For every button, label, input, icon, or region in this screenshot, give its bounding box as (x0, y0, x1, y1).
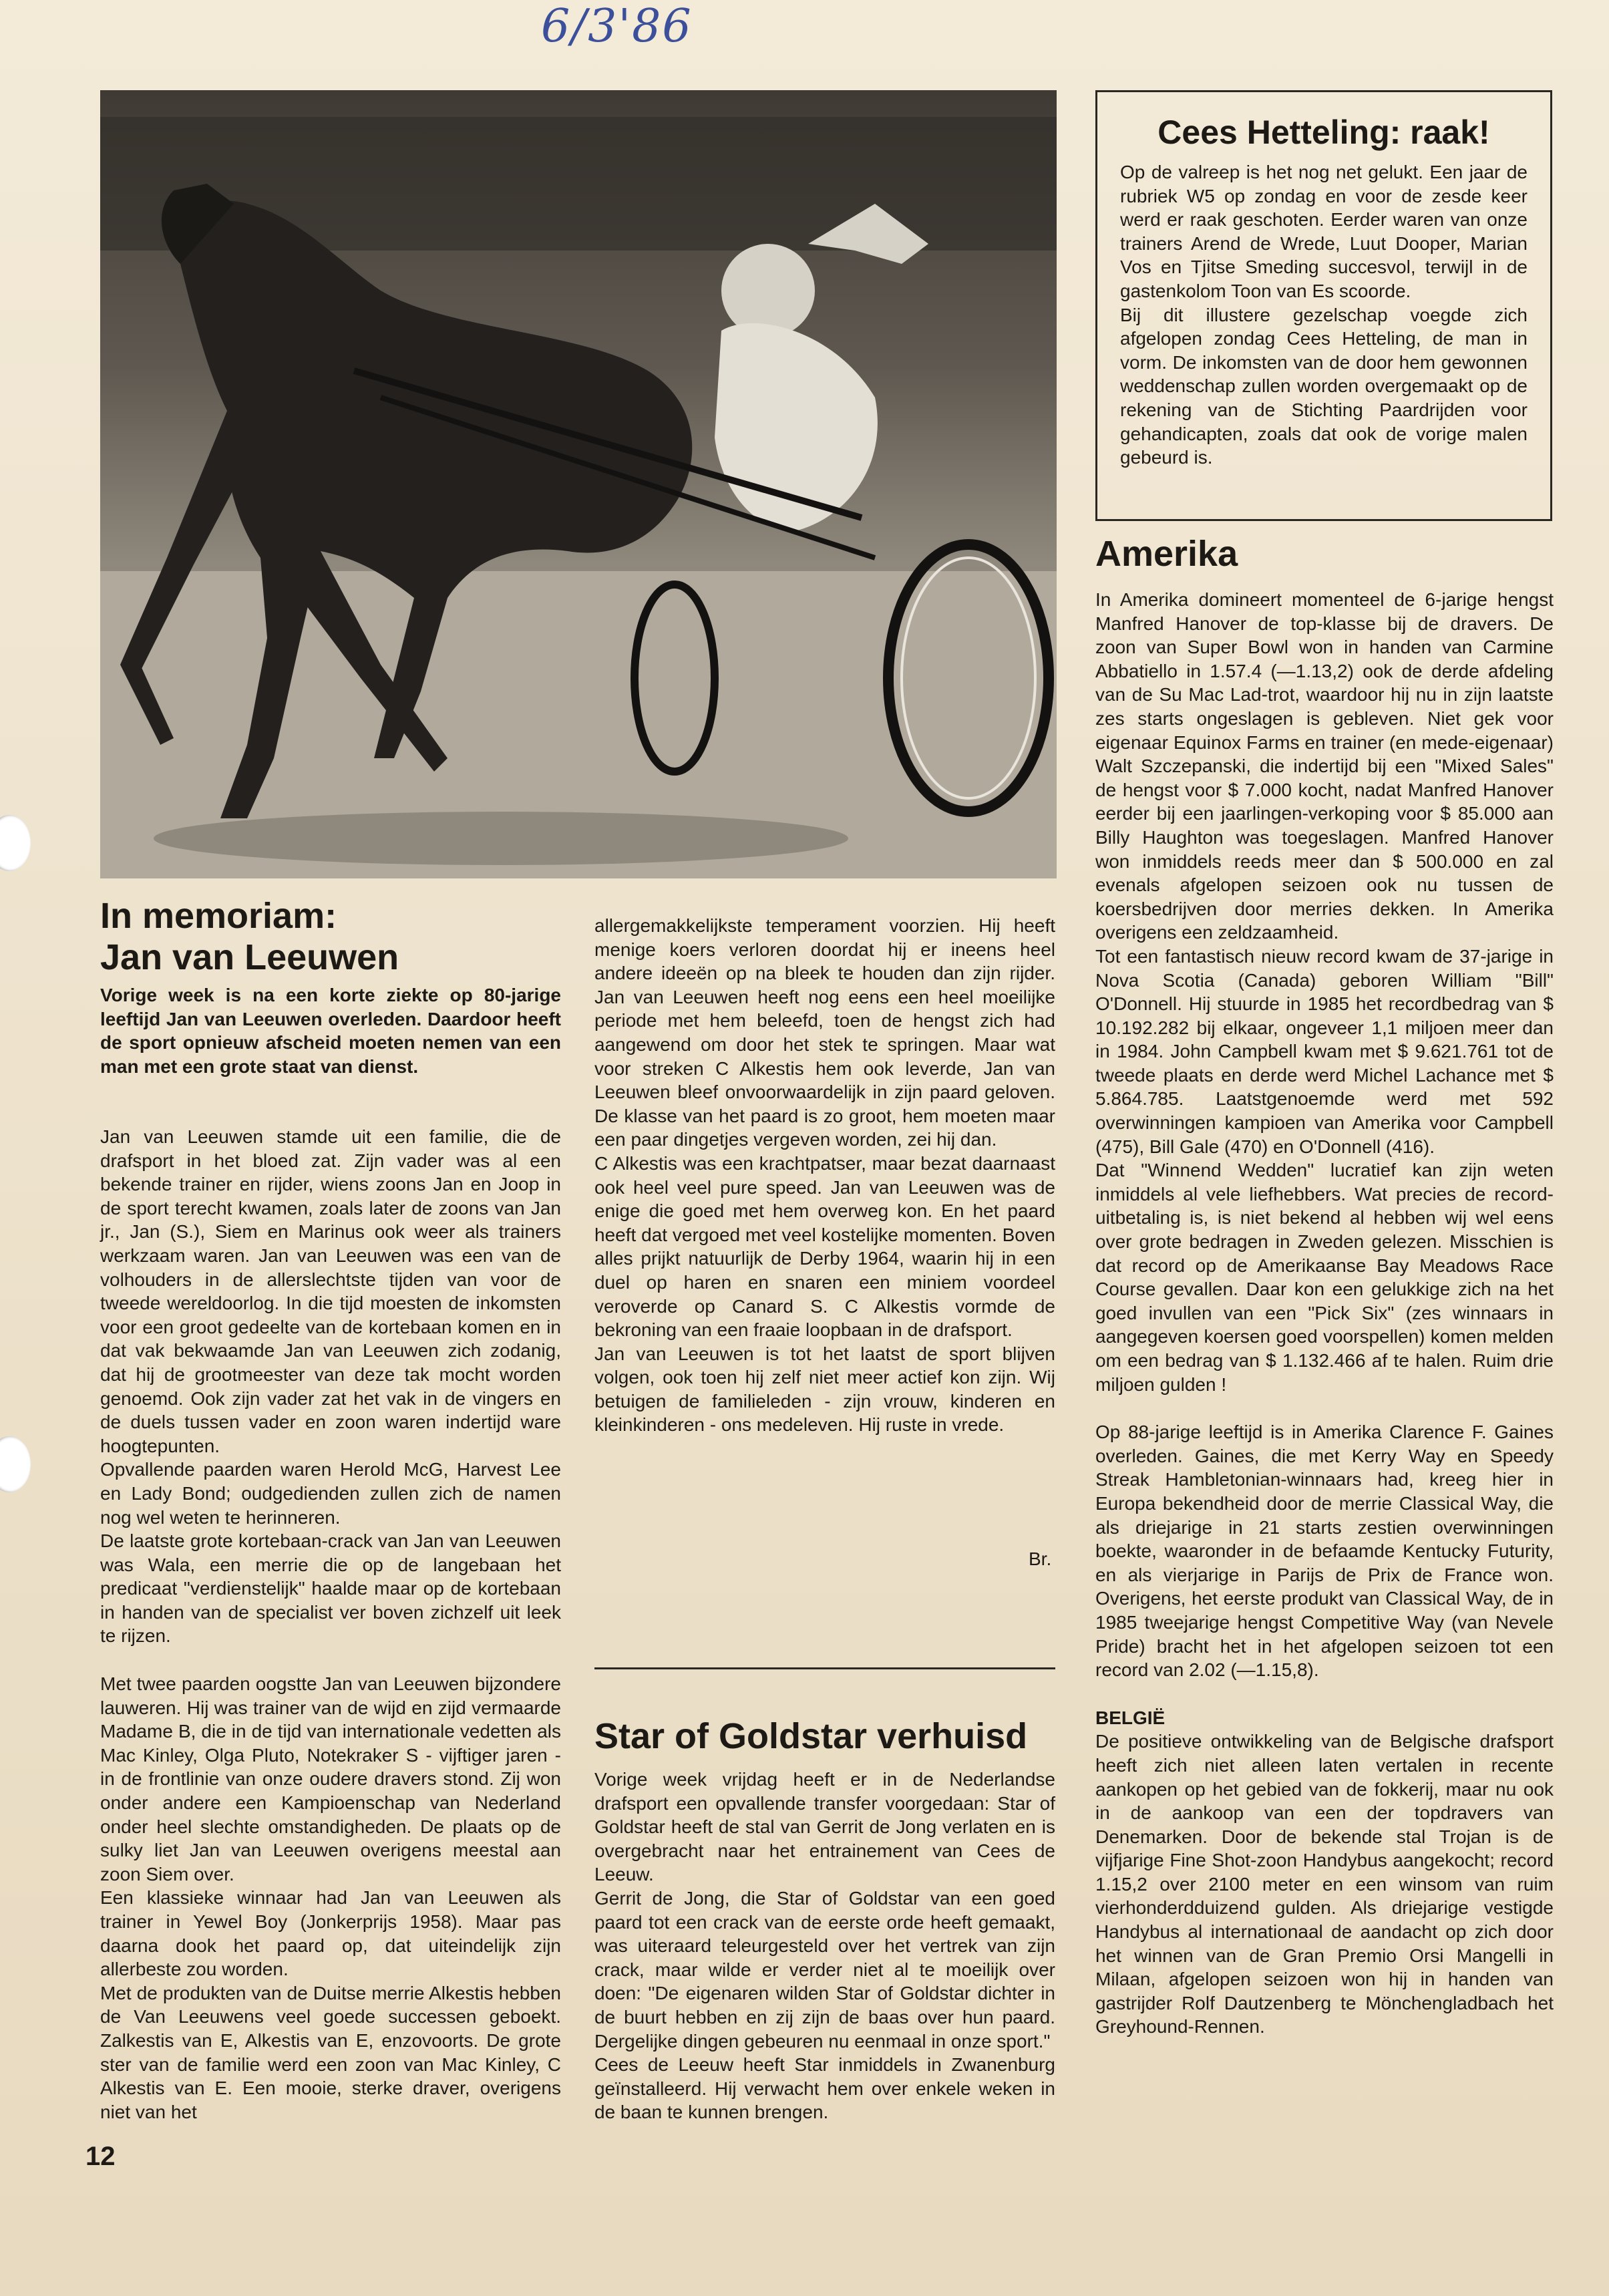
star-column (594, 1768, 1055, 2124)
paragraph-gap (1095, 1396, 1554, 1420)
amerika-paragraph: Op 88-jarige leeftijd is in Amerika Clarence F. Gaines overleden. Gaines, die met Kerry Way en Speedy Streak Hambletonian-winnaars had, kreeg hier in Europa bekendheid door de merrie Classical Way, die als driejarige in 21 starts zestien overwinningen boekte, waaronder in de befaamde Kentucky Futurity, en als vierjarige in Parijs de Prix de France won. Overigens, het eerste produkt van Classical Way, de in 1985 tweejarige hengst Competitive Way (van Nevele Pride) bracht het in het afgelopen seizoen tot een record van 2.02 (—1.15,8). (1095, 1422, 1554, 1681)
memoriam-title-line1: In memoriam: (100, 896, 337, 936)
paragraph-gap (100, 1648, 561, 1672)
memoriam-paragraph: Opvallende paarden waren Herold McG, Harvest Lee en Lady Bond; oudgedienden zullen zich de namen nog wel weten te herinneren. (100, 1459, 561, 1528)
memoriam-paragraph: Met twee paarden oogstte Jan van Leeuwen bijzondere lauweren. Hij was trainer van de wijd en zijd vermaarde Madame B, die in de tijd van internationale vedetten als Mac Kinley, Olga Pluto, Notekraker S - vijftiger jaren - in de frontlinie van onze oudere dravers stond. Zij won onder andere een Kampioenschap van Nederland onder heel slechte omstandigheden. De plaats op de sulky liet Jan van Leeuwen overigens meestal aan zoon Siem over. (100, 1673, 561, 1884)
amerika-column (1095, 588, 1554, 2039)
star-title: Star of Goldstar verhuisd (594, 1716, 1028, 1756)
paragraph-gap (1095, 1682, 1554, 1706)
memoriam-paragraph: Met de produkten van de Duitse merrie Alkestis hebben de Van Leeuwens veel goede successen geboekt. Zalkestis van E, Alkestis van E, enzovoorts. De grote ster van de familie werd een zoon van Mac Kinley, C Alkestis van E. Een mooie, sterke draver, overigens niet van het (100, 1982, 561, 2122)
memoriam-paragraph: Jan van Leeuwen stamde uit een familie, die de drafsport in het bloed zat. Zijn vader was al een bekende trainer en rijder, wiens zoons Jan en Joop in de sport terecht kwamen, zoals later de zoons van Jan jr., Jan (S.), Siem en Marinus ook weer als trainers werkzaam waren. Jan van Leeuwen was een van de volhouders in de allerslechtste tijden van voor de tweede wereldoorlog. In die tijd moesten de inkomsten voor een groot gedeelte van de kortebaan komen en in dat vak bekwaamde Jan van Leeuwen zich zodanig, dat hij de grootmeester van deze tak mocht worden genoemd. Ook zijn vader zat het vak in de vingers en de duels tussen vader en zoon waren indertijd ware hoogtepunten. (100, 1126, 561, 1456)
star-paragraph: Cees de Leeuw heeft Star inmiddels in Zwanenburg geïnstalleerd. Hij verwacht hem over enkele weken in de baan te kunnen brengen. (594, 2054, 1055, 2123)
amerika-title: Amerika (1095, 534, 1238, 574)
memoriam-paragraph: De laatste grote kortebaan-crack van Jan van Leeuwen was Wala, een merrie die op de langebaan het predicaat "verdienstelijk" haalde maar op de kortebaan in handen van de specialist ver boven zichzelf uit leek te rijzen. (100, 1530, 561, 1647)
cees-paragraph: Op de valreep is het nog net gelukt. Een jaar de rubriek W5 op zondag en voor de zesde keer werd er raak geschoten. Eerder waren van onze trainers Arend de Wrede, Luut Dooper, Marian Vos en Tjitse Smeding succesvol, terwijl in de gastenkolom Toon van Es scoorde. (1120, 162, 1528, 301)
memoriam-column-2 (594, 914, 1055, 1437)
memoriam-title (100, 895, 581, 978)
memoriam-paragraph: Een klassieke winnaar had Jan van Leeuwen als trainer in Yewel Boy (Jonkerprijs 1958). Maar pas daarna dook het paard op, dat uiteindelijk zijn allerbeste zou worden. (100, 1887, 561, 1980)
star-paragraph: Gerrit de Jong, die Star of Goldstar van een goed paard tot een crack van de eerste orde heeft gemaakt, was uiteraard teleurgesteld over het vertrek van zijn crack, maar wilde er verder niet al te moeilijk over doen: "De eigenaren wilden Star of Goldstar dichter in de buurt hebben en zij zijn de baas over hun paard. Dergelijke dingen gebeuren nu eenmaal in onze sport." (594, 1887, 1055, 2052)
page-number: 12 (85, 2142, 116, 2171)
photo-illustration (100, 90, 1057, 878)
cees-title: Cees Hetteling: raak! (1157, 114, 1490, 151)
memoriam-column-1 (100, 1125, 561, 2124)
cees-hetteling-box (1095, 90, 1552, 521)
handwritten-date: 6/3'86 (541, 0, 693, 53)
star-paragraph: Vorige week vrijdag heeft er in de Nederlandse drafsport een opvallende transfer voorgedaan: Star of Goldstar heeft de stal van Gerrit de Jong verlaten en is overgebracht naar het entrainement van Cees de Leeuw. (594, 1769, 1055, 1885)
belgie-heading: BELGIË (1095, 1707, 1166, 1728)
memoriam-paragraph: allergemakkelijkste temperament voorzien. Hij heeft menige koers verloren doordat hij er ineens heel andere ideeën op na bleek te houden dan zijn rijder. Jan van Leeuwen heeft nog eens een heel moeilijke periode met hem beleefd, toen de hengst zich had aangewend om door het stek te springen. Maar wat voor streken C Alkestis hem ook leverde, Jan van Leeuwen bleef onvoorwaardelijk in zijn paard geloven. De klasse van het paard is zo groot, hem moeten maar een paar dingetjes vergeven worden, zei hij dan. (594, 915, 1055, 1150)
section-divider (594, 1667, 1055, 1669)
cees-body (1120, 160, 1528, 470)
amerika-paragraph: Tot een fantastisch nieuw record kwam de 37-jarige in Nova Scotia (Canada) geboren William "Bill" O'Donnell. Hij stuurde in 1985 het recordbedrag van $ 10.192.282 bij elkaar, ongeveer 1,1 miljoen meer dan in 1984. John Campbell kwam met $ 9.621.761 tot de tweede plaats en derde werd Michel Lachance met $ 5.864.785. Laatstgenoemde werd met 592 overwinningen kampioen van Amerika voor Campbell (475), Bill Gale (470) en O'Donnell (416). (1095, 945, 1554, 1157)
memoriam-lead: Vorige week is na een korte ziekte op 80-jarige leeftijd Jan van Leeuwen overleden. Daardoor heeft de sport opnieuw afscheid moeten nemen van een man met een grote staat van dienst. (100, 985, 561, 1077)
amerika-paragraph: Dat "Winnend Wedden" lucratief kan zijn weten inmiddels al vele liefhebbers. Wat precies de record-uitbetaling is, is niet bekend al hebben wij wel eens over grote bedragen in Zweden gelezen. Misschien is dat record op de Amerikaanse Bay Meadows Race Course gevallen. Daar kon een gelukkige zich na het goed invullen van een "Pick Six" (zes winnaars in aangegeven koersen goed voorspellen) komen melden om een bedrag van $ 1.132.466 af te halen. Ruim drie miljoen gulden ! (1095, 1160, 1554, 1395)
memoriam-paragraph: Jan van Leeuwen is tot het laatst de sport blijven volgen, ook toen hij zelf niet meer actief kon zijn. Wij betuigen de familieleden - zijn vrouw, kinderen en kleinkinderen - ons medeleven. Hij ruste in vrede. (594, 1343, 1055, 1436)
author-signoff: Br. (1029, 1548, 1052, 1569)
cees-paragraph: Bij dit illustere gezelschap voegde zich afgelopen zondag Cees Hetteling, de man in vorm. De inkomsten van de door hem gewonnen weddenschap zullen worden overgemaakt op de rekening van de Stichting Paardrijden voor gehandicapten, zoals dat ook de vorige malen gebeurd is. (1120, 304, 1528, 468)
memoriam-paragraph: C Alkestis was een krachtpatser, maar bezat daarnaast ook heel veel pure speed. Jan van Leeuwen was de enige die goed met hem overweg kon. En het paard heeft dat vergoed met veel kostelijke momenten. Boven alles prijkt natuurlijk de Derby 1964, waarin hij in een duel op haren en snaren een miniem voordeel veroverde op Canard S. C Alkestis vormde de bekroning van een fraaie loopbaan in de drafsport. (594, 1152, 1055, 1341)
amerika-paragraph: In Amerika domineert momenteel de 6-jarige hengst Manfred Hanover de top-klasse bij de dravers. De zoon van Super Bowl won in handen van Carmine Abbatiello in 1.57.4 (—1.13,2) ook de derde afdeling van de Su Mac Lad-trot, waardoor hij nu in zijn laatste zes starts ongeslagen is gebleven. Niet gek voor eigenaar Equinox Farms en trainer (en mede-eigenaar) Walt Szczepanski, die indertijd bij een "Mixed Sales" de hengst voor $ 7.000 kocht, nadat Manfred Hanover eerder bij een jaarlingen-verkoping voor $ 85.000 aan Billy Haughton was toegeslagen. Manfred Hanover won inmiddels reeds meer dan $ 500.000 en zal evenals afgelopen seizoen ook nu tussen de koersbedrijven door merries dekken. In Amerika overigens een zeldzaamheid. (1095, 589, 1554, 943)
belgie-paragraph: De positieve ontwikkeling van de Belgische drafsport heeft zich niet alleen laten vertalen in recente aankopen op het gebied van de fokkerij, maar nu ook in de aankoop van een der topdravers van Denemarken. Door de bekende stal Trojan is de vijfjarige Fine Shot-zoon Handybus aangekocht; record 1.15,2 over 2100 meter en een winsom van ruim vierhonderdduizend gulden. Als driejarige vestigde Handybus al internationaal de aandacht op zich door het winnen van de Gran Premio Orsi Mangelli in Milaan, afgelopen seizoen won hij in handen van gastrijder Rolf Dautzenberg te Mönchengladbach het Greyhound-Rennen. (1095, 1731, 1554, 2037)
memoriam-title-line2: Jan van Leeuwen (100, 937, 399, 977)
harness-racing-photo (100, 90, 1057, 878)
